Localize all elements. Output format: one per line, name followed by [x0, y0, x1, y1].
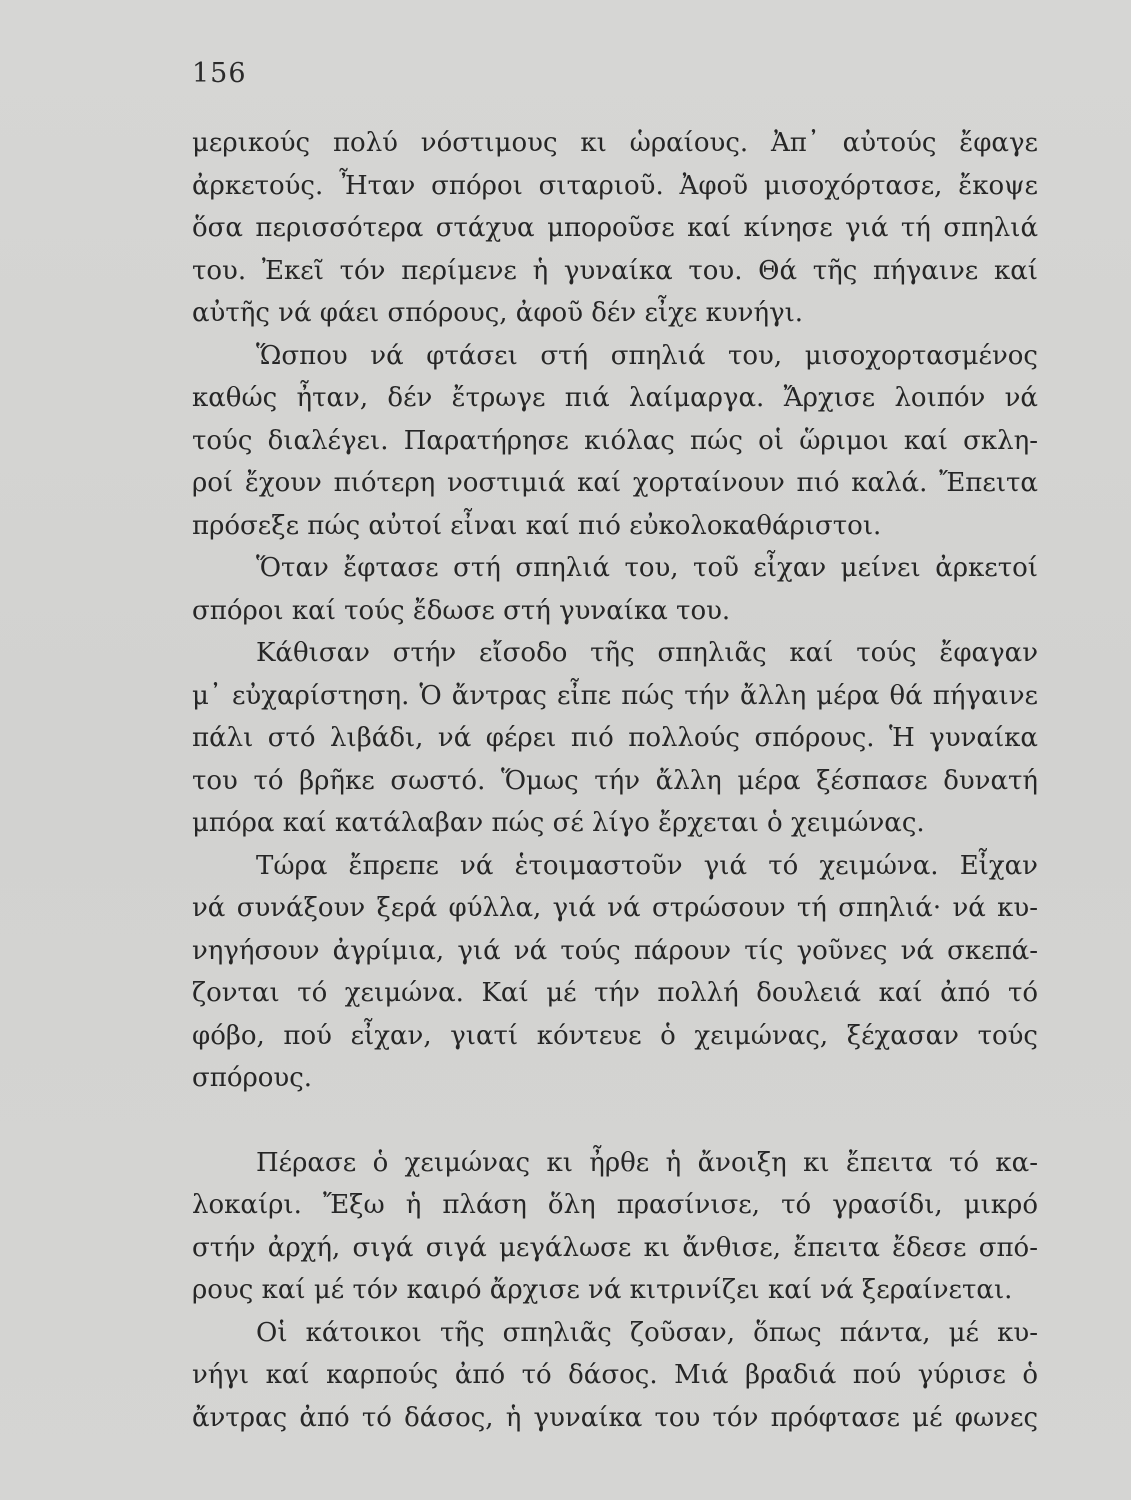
paragraph: [192, 547, 1038, 632]
paragraph: [192, 122, 1038, 335]
text-line: καθώς ἦταν, δέν ἔτρωγε πιά λαίμαργα. Ἄρχισε λοιπόν νά: [192, 383, 1038, 413]
text-line: ζονται τό χειμώνα. Καί μέ τήν πολλή δουλειά καί ἀπό τό: [192, 978, 1038, 1008]
text-line: σπόρους.: [192, 1063, 313, 1093]
text-line: μ᾽ εὐχαρίστηση. Ὁ ἄντρας εἶπε πώς τήν ἄλλη μέρα θά πήγαινε: [192, 680, 1038, 711]
text-line: Οἱ κάτοικοι τῆς σπηλιᾶς ζοῦσαν, ὅπως πάντα, μέ κυ-: [256, 1317, 1038, 1348]
text-line: ἀρκετούς. Ἦταν σπόροι σιταριοῦ. Ἀφοῦ μισοχόρτασε, ἔκοψε: [192, 170, 1038, 201]
text-line: αὐτῆς νά φάει σπόρους, ἀφοῦ δέν εἶχε κυνήγι.: [192, 298, 804, 328]
text-line: τούς διαλέγει. Παρατήρησε κιόλας πώς οἱ ὥριμοι καί σκλη-: [192, 425, 1038, 456]
text-line: πρόσεξε πώς αὐτοί εἶναι καί πιό εὐκολοκαθάριστοι.: [192, 510, 882, 541]
text-line: ρους καί μέ τόν καιρό ἄρχισε νά κιτρινίζει καί νά ξεραίνεται.: [192, 1275, 1013, 1305]
section-break: [192, 1100, 1038, 1142]
text-line: νήγι καί καρπούς ἀπό τό δάσος. Μιά βραδιά πού γύρισε ὁ: [192, 1360, 1038, 1390]
paragraph: [192, 335, 1038, 548]
body-text: [192, 122, 1038, 1439]
paragraph: [192, 845, 1038, 1100]
paragraph: [192, 632, 1038, 845]
paragraph: [192, 1142, 1038, 1312]
text-line: ὅσα περισσότερα στάχυα μποροῦσε καί κίνησε γιά τή σπηλιά: [192, 213, 1038, 243]
text-line: φόβο, πού εἶχαν, γιατί κόντευε ὁ χειμώνας, ξέχασαν τούς: [192, 1020, 1038, 1051]
text-line: του τό βρῆκε σωστό. Ὅμως τήν ἄλλη μέρα ξέσπασε δυνατή: [192, 765, 1038, 796]
text-line: ροί ἔχουν πιότερη νοστιμιά καί χορταίνουν πιό καλά. Ἔπειτα: [192, 468, 1038, 498]
text-line: μερικούς πολύ νόστιμους κι ὡραίους. Ἀπ᾽ αὐτούς ἔφαγε: [192, 128, 1038, 158]
text-line: Ὥσπου νά φτάσει στή σπηλιά του, μισοχορτασμένος: [256, 340, 1038, 371]
paragraph: [192, 1312, 1038, 1440]
text-line: Τώρα ἔπρεπε νά ἑτοιμαστοῦν γιά τό χειμώνα. Εἶχαν: [256, 850, 1038, 881]
text-line: λοκαίρι. Ἔξω ἡ πλάση ὅλη πρασίνισε, τό γρασίδι, μικρό: [192, 1190, 1038, 1220]
text-line: του. Ἐκεῖ τόν περίμενε ἡ γυναίκα του. Θά τῆς πήγαινε καί: [192, 255, 1038, 286]
text-line: σπόροι καί τούς ἔδωσε στή γυναίκα του.: [192, 595, 731, 626]
text-line: μπόρα καί κατάλαβαν πώς σέ λίγο ἔρχεται ὁ χειμώνας.: [192, 808, 925, 838]
text-line: ἄντρας ἀπό τό δάσος, ἡ γυναίκα του τόν πρόφτασε μέ φωνες: [192, 1402, 1038, 1433]
text-line: Πέρασε ὁ χειμώνας κι ἦρθε ἡ ἄνοιξη κι ἔπειτα τό κα-: [256, 1147, 1038, 1178]
text-line: Κάθισαν στήν εἴσοδο τῆς σπηλιᾶς καί τούς ἔφαγαν: [256, 638, 1038, 668]
text-line: νά συνάξουν ξερά φύλλα, γιά νά στρώσουν τή σπηλιά· νά κυ-: [192, 893, 1038, 923]
text-line: νηγήσουν ἀγρίμια, γιά νά τούς πάρουν τίς γοῦνες νά σκεπά-: [192, 935, 1038, 966]
text-line: Ὅταν ἔφτασε στή σπηλιά του, τοῦ εἶχαν μείνει ἀρκετοί: [256, 553, 1038, 583]
page-number: 156: [192, 58, 247, 89]
text-line: στήν ἀρχή, σιγά σιγά μεγάλωσε κι ἄνθισε, ἔπειτα ἔδεσε σπό-: [192, 1232, 1038, 1263]
text-line: πάλι στό λιβάδι, νά φέρει πιό πολλούς σπόρους. Ἡ γυναίκα: [192, 723, 1038, 753]
